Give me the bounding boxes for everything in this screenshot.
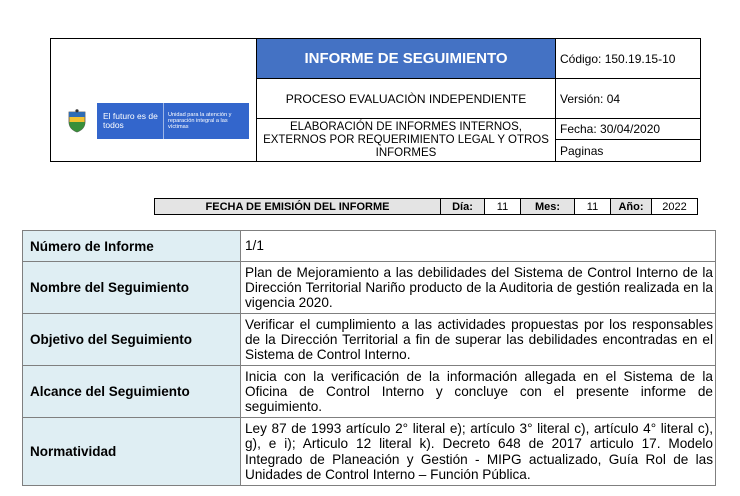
subprocess-name: ELABORACIÓN DE INFORMES INTERNOS, EXTERNOS POR REQUERIMIENTO LEGAL Y OTROS INFORMES [257,119,556,162]
report-title: INFORME DE SEGUIMIENTO [257,39,556,79]
logo-cell [51,39,257,162]
info-value: 1/1 [241,231,716,262]
info-value: Verificar el cumplimiento a las actividades propuestas por los responsables de la Dirección Territorial a fin de superar las debilidades encontradas en el Sistema de Control Interno. [241,314,716,366]
day-value: 11 [485,199,521,215]
report-info-table [22,230,716,486]
month-label: Mes: [521,199,575,215]
process-name: PROCESO EVALUACIÒN INDEPENDIENTE [257,79,556,119]
year-value: 2022 [652,199,698,215]
info-value: Plan de Mejoramiento a las debilidades del Sistema de Control Interno de la Dirección Territorial Nariño producto de la Auditoria de gestión realizada en la vigencia 2020. [241,262,716,314]
document-pages: Paginas [556,140,701,162]
table-row [23,418,716,486]
logo-slogan [97,103,163,139]
info-label: Alcance del Seguimiento [23,366,241,418]
table-row [23,366,716,418]
emission-date-bar [154,198,698,215]
document-version: Versión: 04 [556,79,701,119]
institution-logo [57,103,253,139]
logo-slogan-text: El futuro es de todos [103,110,158,130]
table-row [23,262,716,314]
table-row [23,231,716,262]
info-value: Inicia con la verificación de la información allegada en el Sistema de la Oficina de Control Interno y concluye con el presente informe de seguimiento. [241,366,716,418]
document-header [50,38,701,162]
info-value: Ley 87 de 1993 artículo 2° literal e); artículo 3° literal c), artículo 4° literal c), g), e i); Articulo 12 literal k). Decreto 648 de 2017 articulo 17. Modelo Integrado de Planeación y Gestión - MIPG actualizado, Guía Rol de las Unidades de Control Interno – Función Pública. [241,418,716,486]
table-row [23,314,716,366]
logo-entity-text: Unidad para la atención y reparación integral a las víctimas [168,111,232,131]
year-label: Año: [611,199,652,215]
info-label: Nombre del Seguimiento [23,262,241,314]
info-label: Objetivo del Seguimiento [23,314,241,366]
day-label: Día: [441,199,485,215]
month-value: 11 [575,199,611,215]
document-date: Fecha: 30/04/2020 [556,119,701,140]
logo-entity [163,103,249,139]
emission-date-label: FECHA DE EMISIÓN DEL INFORME [155,199,441,215]
document-code: Código: 150.19.15-10 [556,39,701,79]
info-label: Número de Informe [23,231,241,262]
coat-of-arms-icon [67,109,87,133]
info-label: Normatividad [23,418,241,486]
